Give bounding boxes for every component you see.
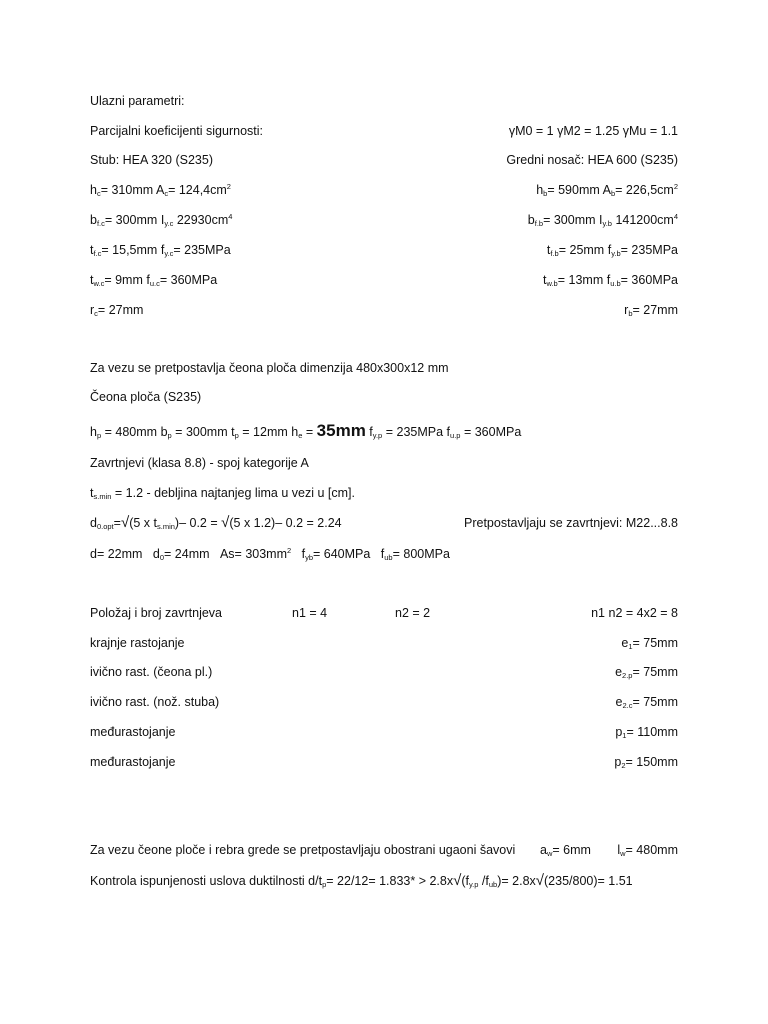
bolt-assumption: Pretpostavljaju se zavrtnjevi: M22...8.8 <box>464 516 678 530</box>
n2-value: n2 = 2 <box>395 606 431 620</box>
spacing-label-p2: međurastojanje <box>90 755 176 769</box>
spacing-label-edge-column: ivično rast. (nož. stuba) <box>90 695 220 709</box>
spacing-label-end: krajnje rastojanje <box>90 636 185 650</box>
weld-lw: $l_w= 480mm$ <box>617 843 678 858</box>
plate-assumption: Za vezu se pretpostavlja čeona ploča dimenzija 480x300x12 mm <box>90 361 449 375</box>
column-tw-fu: $t_{w.c}= 9mm$ $f_{u.c}= 360MPa$ <box>90 273 218 288</box>
bolt-properties: d= 22mm $d_0= 24mm$ $As= 303mm^2$ $f_{yb}= 640MPa$ $f_{ub}= 800MPa$ <box>90 546 450 562</box>
plate-properties: $h_p = 480mm$ $b_p = 300mm$ $t_p = 12mm$ $h_e = 35mm$ $f_{y.p} = 235MPa$ $f_{u.p} = 360MPa$ <box>90 421 522 440</box>
column-h-a: $h_c= 310mm$ $A_c= 124,4cm^2$ <box>90 182 231 198</box>
spacing-value-p2: $p_2= 150mm$ <box>614 755 678 770</box>
partial-coeff-label: Parcijalni koeficijenti sigurnosti: <box>90 124 263 138</box>
spacing-value-p1: $p_1= 110mm$ <box>615 725 678 740</box>
tsmin-line: $t_{s.min} = 1.2$ - debljina najtanjeg lima u vezi u [cm]. <box>90 486 355 501</box>
n1-value: n1 = 4 <box>292 606 328 620</box>
dopt-formula: $d_{0.opt}=√(5$ x $t_{s.min})-$ 0.2 = √(5 x 1.2)– 0.2 = 2.24 <box>90 514 342 531</box>
beam-h-a: $h_b= 590mm$ $A_b= 226,5cm^2$ <box>536 182 678 198</box>
input-title: Ulazni parametri: <box>90 94 185 108</box>
spacing-value-e2c: $e_{2.c}= 75mm$ <box>615 695 678 710</box>
beam-r: $r_b= 27mm$ <box>624 303 678 318</box>
position-label: Položaj i broj zavrtnjeva <box>90 606 223 620</box>
partial-coeff-values: γM0 = 1 γM2 = 1.25 γMu = 1.1 <box>508 124 678 138</box>
spacing-label-p1: međurastojanje <box>90 725 176 739</box>
spacing-value-e2p: $e_{2.p}= 75mm$ <box>615 665 678 680</box>
column-tf-fy: $t_{f.c}= 15,5mm$ $f_{y.c}= 235MPa$ <box>90 243 231 258</box>
ductility-check: Kontrola ispunjenosti uslova duktilnosti $d/t_p= 22/12= 1.833* > 2.8x√(f_{y.p}$ $/f_{ub})= 2.8x√(235/800)= 1.51$ <box>90 872 633 889</box>
column-bf-i: $b_{f.c}= 300mm$ $I_{y.c}$ $22930cm^4$ <box>90 212 233 228</box>
n-total: n1 n2 = 4x2 = 8 <box>591 606 678 620</box>
spacing-label-edge-plate: ivično rast. (čeona pl.) <box>90 665 213 679</box>
beam-tf-fy: $t_{f.b}= 25mm$ $f_{y.b}= 235MPa$ <box>546 243 678 258</box>
weld-text: Za vezu čeone ploče i rebra grede se pretpostavljaju obostrani ugaoni šavovi <box>90 843 516 857</box>
beam-label: Gredni nosač: HEA 600 (S235) <box>506 153 678 167</box>
weld-aw: $a_w= 6mm$ <box>540 843 591 858</box>
spacing-value-e1: $e_1= 75mm$ <box>621 636 678 651</box>
bolts-title: Zavrtnjevi (klasa 8.8) - spoj kategorije A <box>90 456 309 470</box>
beam-tw-fu: $t_{w.b}= 13mm$ $f_{u.b}= 360MPa$ <box>542 273 678 288</box>
plate-title: Čeona ploča (S235) <box>90 390 202 404</box>
column-label: Stub: HEA 320 (S235) <box>90 153 213 167</box>
beam-bf-i: $b_{f.b}= 300mm$ $I_{y.b}$ $141200cm^4$ <box>527 212 678 228</box>
column-r: $r_c= 27mm$ <box>90 303 144 318</box>
